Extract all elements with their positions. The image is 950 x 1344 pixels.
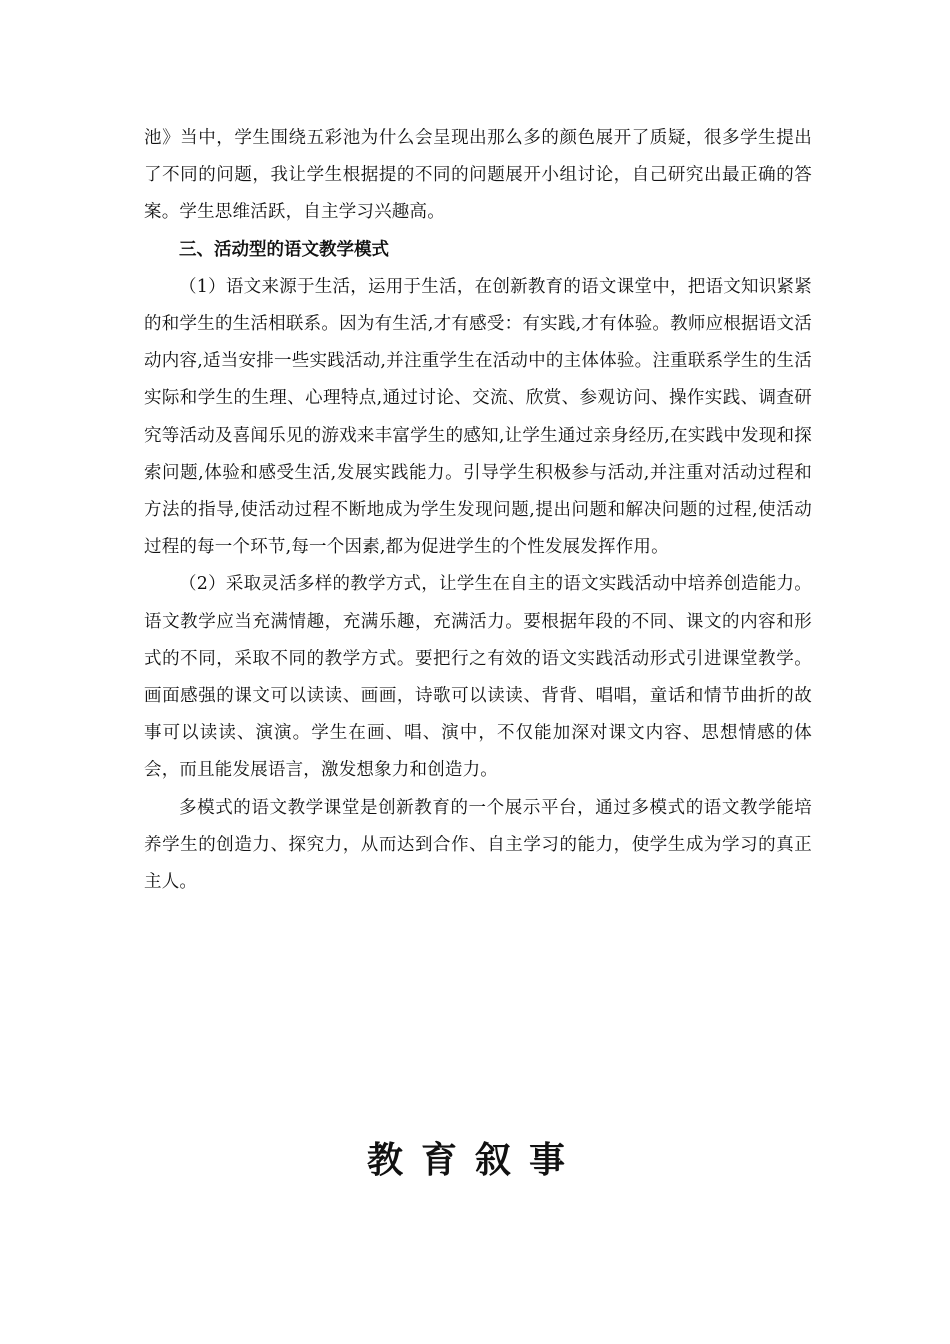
page-title: 教育叙事 xyxy=(366,1140,583,1181)
paragraph-3: 多模式的语文教学课堂是创新教育的一个展示平台，通过多模式的语文教学能培养学生的创造力、探究力，从而达到合作、自主学习的能力，使学生成为学习的真正主人。 xyxy=(144,797,812,893)
paragraph-1: （1）语文来源于生活，运用于生活，在创新教育的语文课堂中，把语文知识紧紧的和学生的生活相联系。因为有生活,才有感受：有实践,才有体验。教师应根据语文活动内容,适当安排一些实践活动,并注重学生在活动中的主体体验。注重联系学生的生活实际和学生的生理、心理特点,通过讨论、交流、欣赏、参观访问、操作实践、调查研究等活动及喜闻乐见的游戏来丰富学生的感知,让学生通过亲身经历,在实践中发现和探索问题,体验和感受生活,发展实践能力。引导学生积极参与活动,并注重对活动过程和方法的指导,使活动过程不断地成为学生发现问题,提出问题和解决问题的过程,使活动过程的每一个环节,每一个因素,都为促进学生的个性发展发挥作用。 xyxy=(144,276,812,558)
paragraph-continuation: 池》当中，学生围绕五彩池为什么会呈现出那么多的颜色展开了质疑，很多学生提出了不同的问题，我让学生根据提的不同的问题展开小组讨论，自己研究出最正确的答案。学生思维活跃，自主学习兴趣高。 xyxy=(144,128,812,223)
paragraph-2: （2）采取灵活多样的教学方式，让学生在自主的语文实践活动中培养创造能力。语文教学应当充满情趣，充满乐趣，充满活力。要根据年段的不同、课文的内容和形式的不同，采取不同的教学方式。要把行之有效的语文实践活动形式引进课堂教学。画面感强的课文可以读读、画画，诗歌可以读读、背背、唱唱，童话和情节曲折的故事可以读读、演演。学生在画、唱、演中，不仅能加深对课文内容、思想情感的体会，而且能发展语言，激发想象力和创造力。 xyxy=(144,574,812,781)
section-heading: 三、活动型的语文教学模式 xyxy=(179,239,389,260)
document-body xyxy=(144,120,812,901)
